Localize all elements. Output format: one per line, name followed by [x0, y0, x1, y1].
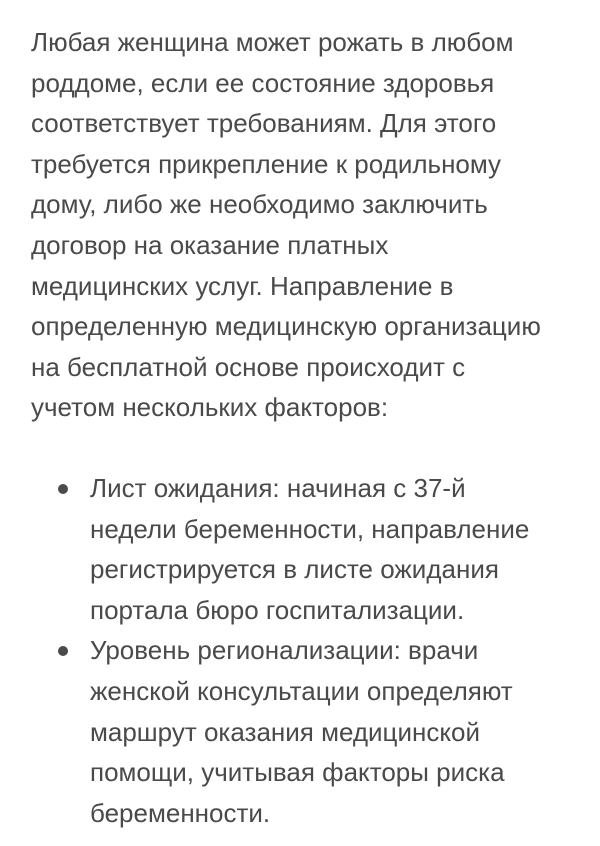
list-item-line: беременности.: [90, 797, 271, 828]
list-item-line: помощи, учитывая факторы риска: [90, 757, 505, 788]
bullet-dot-icon: [58, 646, 68, 656]
article-content: [31, 22, 576, 833]
paragraph-line: требуется прикрепление к родильному: [31, 148, 502, 179]
list-item-line: Лист ожидания: начиная с 37-й: [90, 472, 466, 503]
list-item-line: регистрируется в листе ожидания: [90, 554, 499, 585]
paragraph-line: соответствует требованиям. Для этого: [31, 108, 497, 139]
paragraph-line: договор на оказание платных: [31, 229, 389, 260]
paragraph-line: Любая женщина может рожать в любом: [31, 27, 514, 57]
list-item-waiting-list: [31, 468, 576, 630]
list-item-line: маршрут оказания медицинской: [90, 716, 480, 747]
paragraph-line: роддоме, если ее состояние здоровья: [31, 67, 495, 98]
paragraph-line: определенную медицинскую организацию: [31, 311, 541, 342]
list-item-regionalization: [31, 630, 576, 833]
intro-paragraph: [31, 22, 576, 428]
list-item-line: недели беременности, направление: [90, 513, 530, 544]
factors-list: [31, 468, 576, 833]
paragraph-line: дому, либо же необходимо заключить: [31, 189, 488, 220]
paragraph-line: учетом нескольких факторов:: [31, 392, 389, 423]
list-item-line: женской консультации определяют: [90, 675, 513, 706]
list-item-line: портала бюро госпитализации.: [90, 594, 465, 625]
bullet-dot-icon: [58, 484, 68, 494]
paragraph-line: на бесплатной основе происходит с: [31, 351, 466, 382]
list-item-line: Уровень регионализации: врачи: [90, 635, 479, 666]
paragraph-line: медицинских услуг. Направление в: [31, 270, 454, 301]
